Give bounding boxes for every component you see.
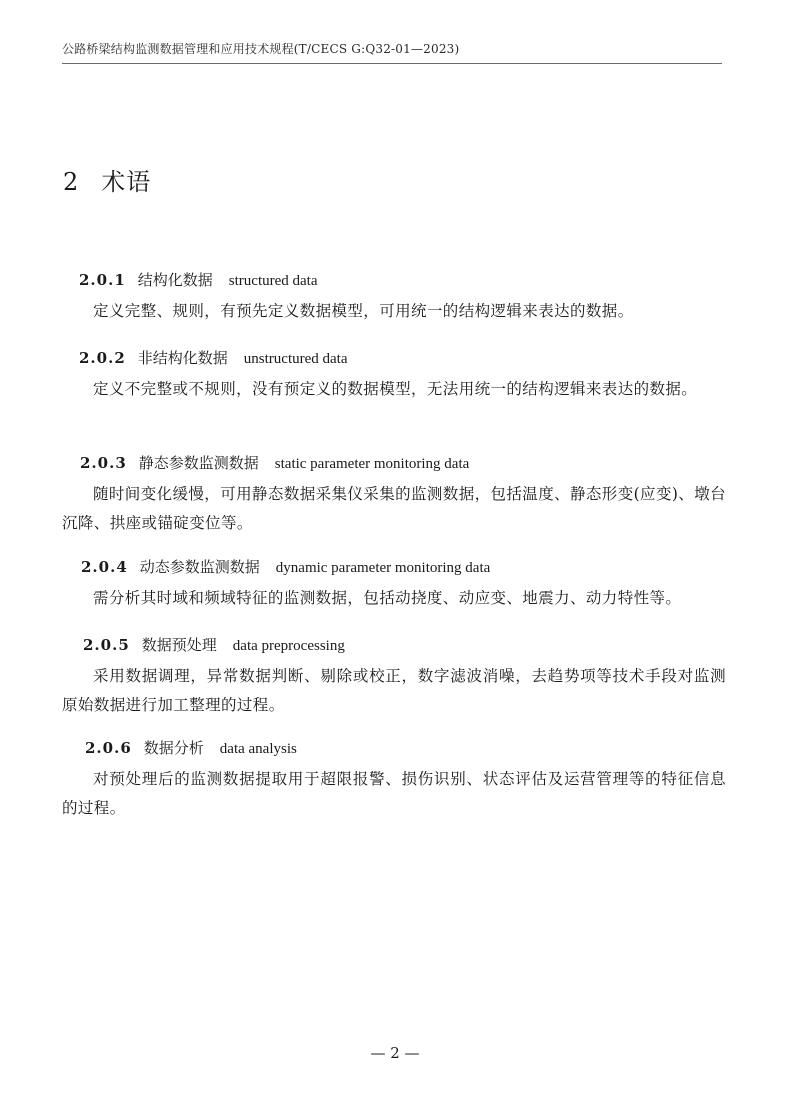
term-en: unstructured data	[243, 351, 348, 367]
term-definition: 随时间变化缓慢，可用静态数据采集仪采集的监测数据，包括温度、静态形变(应变)、墩台沉降、拱座或锚碇变位等。	[62, 485, 726, 532]
term-2-0-2	[62, 348, 726, 404]
term-definition: 定义不完整或不规则，没有预定义的数据模型，无法用统一的结构逻辑来表达的数据。	[93, 380, 698, 398]
running-header: 公路桥梁结构监测数据管理和应用技术规程(T/CECS G:Q32-01—2023)	[62, 42, 460, 56]
page-number: — 2 —	[370, 1044, 420, 1062]
term-2-0-6	[62, 738, 726, 823]
chapter-heading: 术语	[101, 168, 152, 196]
term-zh: 数据预处理	[141, 636, 217, 654]
term-number: 2.0.3	[80, 454, 127, 472]
term-heading	[62, 348, 726, 369]
term-zh: 结构化数据	[137, 271, 213, 289]
term-zh: 数据分析	[143, 739, 204, 757]
term-definition: 对预处理后的监测数据提取用于超限报警、损伤识别、状态评估及运营管理等的特征信息的过程。	[62, 770, 726, 817]
chapter-title	[63, 162, 151, 197]
term-2-0-1	[62, 270, 726, 326]
term-en: data analysis	[219, 741, 297, 757]
term-2-0-4	[62, 557, 726, 613]
term-number: 2.0.1	[79, 271, 126, 289]
term-heading	[62, 557, 726, 578]
term-number: 2.0.6	[85, 739, 132, 757]
term-heading	[62, 635, 726, 656]
term-number: 2.0.2	[79, 349, 126, 367]
term-2-0-3	[62, 453, 726, 538]
term-zh: 静态参数监测数据	[138, 454, 259, 472]
term-en: structured data	[228, 273, 318, 289]
term-heading	[62, 738, 726, 759]
term-heading	[62, 453, 726, 474]
term-definition: 需分析其时域和频域特征的监测数据，包括动挠度、动应变、地震力、动力特性等。	[93, 589, 682, 607]
term-en: data preprocessing	[232, 638, 345, 654]
term-definition: 定义完整、规则，有预先定义数据模型，可用统一的结构逻辑来表达的数据。	[93, 302, 634, 320]
term-2-0-5	[62, 635, 726, 720]
header-rule	[62, 63, 722, 64]
term-en: dynamic parameter monitoring data	[275, 560, 491, 576]
term-en: static parameter monitoring data	[274, 456, 470, 472]
term-number: 2.0.5	[83, 636, 130, 654]
term-heading	[62, 270, 726, 291]
term-zh: 非结构化数据	[137, 349, 228, 367]
chapter-number: 2	[63, 168, 80, 196]
term-definition: 采用数据调理，异常数据判断、剔除或校正，数字滤波消噪，去趋势项等技术手段对监测原始数据进行加工整理的过程。	[62, 667, 726, 714]
term-number: 2.0.4	[81, 558, 128, 576]
term-zh: 动态参数监测数据	[139, 558, 260, 576]
